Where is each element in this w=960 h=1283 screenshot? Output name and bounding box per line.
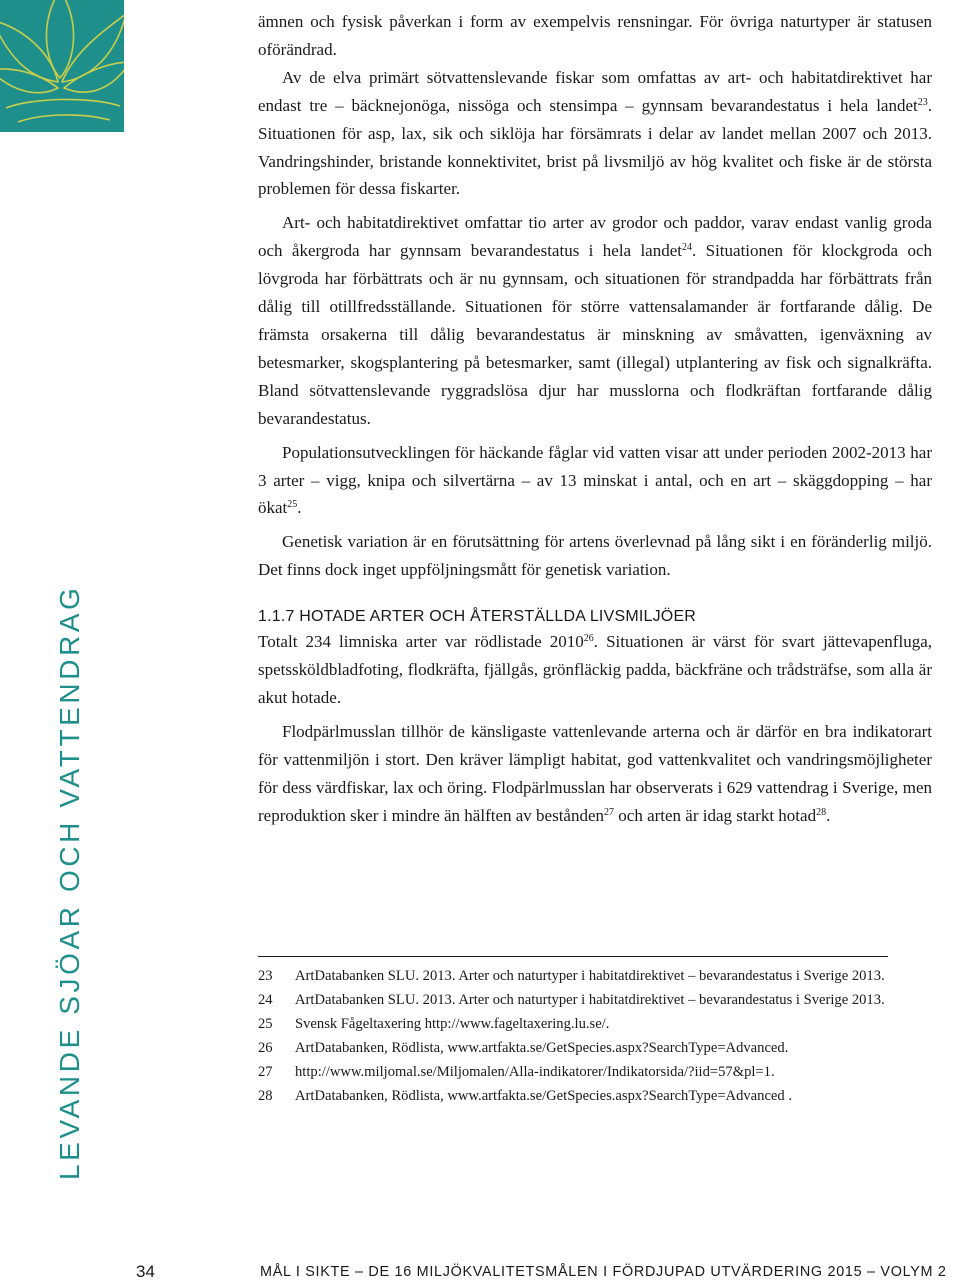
footnote-reference: 24 (682, 242, 692, 254)
footnote (258, 990, 932, 1010)
paragraph-text: Av de elva primärt sötvattenslevande fiskar som omfattas av art- och habitatdirektivet har endast tre – bäcknejonöga, nissöga och stensimpa – gynnsam bevarandestatus i hela landet (258, 67, 932, 115)
page-number: 34 (136, 1262, 155, 1281)
paragraph-text: Genetisk variation är en förutsättning för artens överlevnad på lång sikt i en föränderlig miljö. Det finns dock inget uppföljningsmått för genetisk variation. (258, 532, 932, 580)
main-content (258, 8, 932, 829)
section-paragraphs (258, 628, 932, 829)
paragraph-text: . (297, 498, 302, 518)
footnote-number: 24 (258, 992, 273, 1008)
footnote-number: 25 (258, 1016, 273, 1032)
footnote-text: http://www.miljomal.se/Miljomalen/Alla-indikatorer/Indikatorsida/?iid=57&pl=1. (295, 1064, 775, 1080)
footnote-text: ArtDatabanken SLU. 2013. Arter och naturtyper i habitatdirektivet – bevarandestatus i Sverige 2013. (295, 968, 885, 984)
paragraph-text: Populationsutvecklingen för häckande fåglar vid vatten visar att under perioden 2002-2013 har 3 arter – vigg, knipa och silvertärna – av 13 minskat i antal, och en art – skäggdopping – har ökat (258, 442, 932, 518)
footnote-number: 26 (258, 1040, 273, 1056)
footnote-reference: 28 (816, 806, 827, 818)
footnote (258, 1014, 932, 1034)
paragraph-text: . Situationen för asp, lax, sik och siklöja har försämrats i delar av landet mellan 2007 och 2013. Vandringshinder, bristande konnektivitet, brist på livsmiljö av hög kvalitet och fiske är de största problemen för dessa fiskarter. (258, 95, 932, 199)
footnote-reference: 25 (287, 499, 298, 511)
footnote-number: 23 (258, 968, 273, 984)
paragraph-text: . (826, 805, 831, 825)
footnote-number: 28 (258, 1088, 273, 1104)
paragraph (258, 528, 932, 584)
footnote-divider (258, 956, 888, 957)
paragraph (258, 209, 932, 432)
footnote (258, 1062, 932, 1082)
paragraph-text: ämnen och fysisk påverkan i form av exempelvis rensningar. För övriga naturtyper är statusen oförändrad. (258, 12, 932, 59)
paragraph (258, 628, 932, 712)
footnote-text: Svensk Fågeltaxering http://www.fageltaxering.lu.se/. (295, 1016, 610, 1032)
footnote-reference: 27 (604, 806, 615, 818)
footnote-reference: 26 (583, 633, 594, 645)
footnote (258, 966, 932, 986)
side-title: LEVANDE SJÖAR OCH VATTENDRAG (54, 584, 85, 1180)
paragraph-text: Totalt 234 limniska arter var rödlistade 2010 (258, 632, 584, 652)
footnote-text: ArtDatabanken, Rödlista, www.artfakta.se/GetSpecies.aspx?SearchType=Advanced . (295, 1088, 793, 1104)
section-heading: 1.1.7 HOTADE ARTER OCH ÅTERSTÄLLDA LIVSMILJÖER (258, 608, 697, 626)
footnotes (258, 966, 932, 1110)
footnote-number: 27 (258, 1064, 273, 1080)
paragraph-text: Flodpärlmusslan tillhör de känsligaste vattenlevande arterna och är därför en bra indikatorart för vattenmiljön i stort. Den kräver lämpligt habitat, god vattenkvalitet och vandringsmöjligheter för dess värdfiskar, lax och öring. Flodpärlmusslan har observerats i 629 vattendrag i Sverige, men reproduktion sker i mindre än hälften av bestånden (258, 721, 932, 825)
footnote (258, 1038, 932, 1058)
footer-title: MÅL I SIKTE – DE 16 MILJÖKVALITETSMÅLEN I FÖRDJUPAD UTVÄRDERING 2015 – VOLYM 2 (260, 1264, 947, 1280)
paragraph-text: Art- och habitatdirektivet omfattar tio arter av grodor och paddor, varav endast vanlig groda och åkergroda har gynnsam bevarandestatus i hela landet (258, 213, 932, 261)
footnote-text: ArtDatabanken SLU. 2013. Arter och naturtyper i habitatdirektivet – bevarandestatus i Sverige 2013. (295, 992, 885, 1008)
paragraph-text: och arten är idag starkt hotad (614, 805, 817, 825)
paragraph (258, 64, 932, 204)
paragraph-text: . Situationen är värst för svart jättevapenfluga, spetssköldbladfoting, flodkräfta, fjällgås, grönfläckig padda, bäckfräne och trådsträfse, som alla är akut hotade. (258, 632, 932, 707)
footnote (258, 1086, 932, 1106)
body-paragraphs (258, 8, 932, 584)
footnote-reference: 23 (917, 96, 928, 108)
paragraph (258, 718, 932, 830)
water-lily-icon (0, 0, 124, 132)
paragraph (258, 8, 932, 64)
footnote-text: ArtDatabanken, Rödlista, www.artfakta.se/GetSpecies.aspx?SearchType=Advanced. (295, 1040, 789, 1056)
paragraph (258, 439, 932, 523)
paragraph-text: . Situationen för klockgroda och lövgroda har förbättrats och är nu gynnsam, och situationen för strandpadda har förbättrats från dålig till otillfredsställande. Situationen för större vattensalamander är fortfarande dålig. De främsta orsakerna till dålig bevarandestatus är minskning av småvatten, igenväxning av betesmarker, skogsplantering på betesmarker, samt (illegal) utplantering av fisk och signalkräfta. Bland sötvattenslevande ryggradslösa djur har musslorna och flodkräftan fortfarande dålig bevarandestatus. (258, 241, 932, 428)
